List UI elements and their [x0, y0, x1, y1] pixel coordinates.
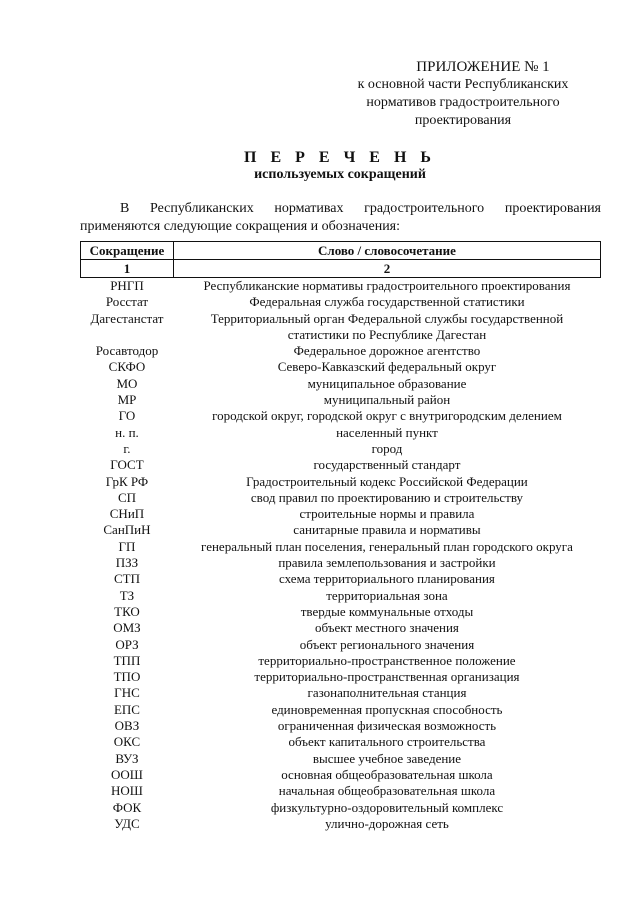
meaning-cell	[173, 653, 600, 669]
table-row	[81, 408, 601, 424]
meaning-cell	[173, 441, 600, 457]
meaning-text: строительные нормы и правила	[299, 506, 475, 522]
meaning-text: Республиканские нормативы градостроительного проектирования	[203, 278, 571, 293]
meaning-cell	[173, 685, 600, 701]
meaning-text: улично-дорожная сеть	[325, 815, 449, 831]
abbreviation-cell: ВУЗ	[115, 750, 139, 766]
meaning-text: муниципальный район	[323, 392, 451, 408]
meaning-cell	[173, 588, 600, 604]
meaning-text: основная общеобразовательная школа	[281, 766, 493, 782]
meaning-text: санитарные правила и нормативы	[293, 522, 481, 538]
meaning-text: государственный стандарт	[313, 457, 461, 473]
table-row	[81, 588, 601, 604]
table-row	[81, 718, 601, 734]
abbreviation-cell: ОРЗ	[115, 636, 139, 652]
abbreviation-cell: ПЗЗ	[115, 555, 139, 571]
meaning-cell	[173, 718, 600, 734]
table-row	[81, 637, 601, 653]
table-row	[81, 685, 601, 701]
appendix-line-1: к основной части Республиканских	[357, 77, 569, 92]
column-number-2: 2	[173, 260, 600, 278]
table-row	[81, 311, 601, 344]
abbreviations-table	[80, 241, 601, 832]
abbreviation-cell: Росавтодор	[95, 343, 159, 359]
meaning-cell	[173, 311, 600, 344]
meaning-text: правила землепользования и застройки	[278, 555, 496, 571]
abbreviation-cell: ЕПС	[113, 701, 140, 717]
column-number-1: 1	[81, 260, 174, 278]
meaning-text: свод правил по проектированию и строительству	[250, 489, 524, 505]
table-row	[81, 278, 601, 295]
meaning-cell	[173, 604, 600, 620]
abbreviation-cell: УДС	[114, 815, 140, 831]
meaning-text: физкультурно-оздоровительный комплекс	[270, 799, 504, 815]
table-row	[81, 800, 601, 816]
table-number-row	[81, 260, 601, 278]
column-header-abbreviation: Сокращение	[81, 242, 174, 260]
table-row	[81, 506, 601, 522]
table-body	[81, 278, 601, 833]
abbreviation-cell: ТЗ	[119, 587, 135, 603]
table-row	[81, 571, 601, 587]
meaning-text-continued: статистики по Республике Дагестан	[287, 326, 487, 342]
meaning-cell	[173, 506, 600, 522]
meaning-cell	[173, 620, 600, 636]
meaning-cell	[173, 555, 600, 571]
meaning-text: генеральный план поселения, генеральный план городского округа	[201, 538, 573, 554]
table-row	[81, 490, 601, 506]
appendix-title: ПРИЛОЖЕНИЕ № 1	[416, 59, 550, 75]
meaning-cell	[173, 343, 600, 359]
document-title: П Е Р Е Ч Е Н Ь	[244, 149, 436, 166]
intro-line-1: В Республиканских нормативах градостроительного проектирования	[120, 201, 601, 216]
table-row	[81, 751, 601, 767]
column-header-meaning: Слово / словосочетание	[173, 242, 600, 260]
meaning-text: Северо-Кавказский федеральный округ	[277, 359, 497, 375]
meaning-cell	[173, 669, 600, 685]
table-row	[81, 294, 601, 310]
table-row	[81, 734, 601, 750]
abbreviation-cell: Дагестанстат	[90, 310, 164, 326]
table-row	[81, 767, 601, 783]
meaning-cell	[173, 425, 600, 441]
meaning-cell	[173, 800, 600, 816]
meaning-cell	[173, 783, 600, 799]
meaning-cell	[173, 474, 600, 490]
abbreviation-cell: СанПиН	[103, 522, 151, 538]
meaning-cell	[173, 490, 600, 506]
table-row	[81, 376, 601, 392]
abbreviation-cell: ТПП	[113, 652, 141, 668]
appendix-line-3: проектирования	[414, 113, 512, 128]
table-row	[81, 816, 601, 832]
abbreviation-cell: ОКС	[113, 734, 141, 750]
meaning-text: объект капитального строительства	[288, 734, 486, 750]
meaning-cell	[173, 571, 600, 587]
table-row	[81, 425, 601, 441]
table-row	[81, 555, 601, 571]
meaning-text: территориальная зона	[326, 587, 448, 603]
meaning-text: Федеральная служба государственной статистики	[249, 294, 525, 310]
meaning-text: газонаполнительная станция	[307, 685, 467, 701]
meaning-cell	[173, 359, 600, 375]
table-row	[81, 359, 601, 375]
meaning-text: объект местного значения	[315, 620, 459, 636]
table-row	[81, 392, 601, 408]
table-row	[81, 620, 601, 636]
abbreviation-cell: РНГП	[110, 278, 144, 293]
abbreviation-cell: ГО	[118, 408, 136, 424]
document-subtitle: используемых сокращений	[254, 167, 426, 182]
meaning-cell	[173, 457, 600, 473]
abbreviation-cell: г.	[123, 440, 131, 456]
table-row	[81, 604, 601, 620]
abbreviation-cell: Росстат	[105, 294, 149, 310]
table-header-row	[81, 242, 601, 260]
meaning-text: объект регионального значения	[299, 636, 475, 652]
meaning-cell	[173, 702, 600, 718]
table-row	[81, 702, 601, 718]
abbreviation-cell: ГНС	[114, 685, 140, 701]
abbreviation-cell: ОВЗ	[114, 718, 140, 734]
meaning-cell	[173, 816, 600, 832]
meaning-cell	[173, 294, 600, 310]
meaning-text: Градостроительный кодекс Российской Федерации	[246, 473, 528, 489]
meaning-cell	[173, 522, 600, 538]
table-row	[81, 539, 601, 555]
abbreviation-cell: НОШ	[111, 783, 143, 799]
table-row	[81, 343, 601, 359]
meaning-text: территориально-пространственное положение	[258, 652, 516, 668]
abbreviation-cell: ООШ	[111, 766, 143, 782]
meaning-text: городской округ, городской округ с внутригородским делением	[212, 408, 562, 424]
meaning-text: муниципальное образование	[307, 375, 467, 391]
abbreviation-cell: н. п.	[115, 424, 139, 440]
appendix-block	[338, 58, 588, 130]
meaning-cell	[173, 376, 600, 392]
meaning-text: Территориальный орган Федеральной службы государственной	[210, 310, 564, 326]
meaning-text: начальная общеобразовательная школа	[278, 783, 496, 799]
abbreviation-cell: ГОСТ	[110, 457, 144, 473]
meaning-cell	[173, 751, 600, 767]
abbreviation-cell: ТПО	[113, 669, 141, 685]
abbreviation-cell: МО	[116, 375, 138, 391]
abbreviation-cell: СКФО	[108, 359, 146, 375]
abbreviation-cell: СП	[117, 489, 136, 505]
meaning-text: высшее учебное заведение	[312, 750, 462, 766]
table-row	[81, 783, 601, 799]
abbreviation-cell: ОМЗ	[113, 620, 141, 636]
table-row	[81, 669, 601, 685]
meaning-text: твердые коммунальные отходы	[300, 603, 474, 619]
abbreviation-cell: ГП	[118, 538, 136, 554]
meaning-cell	[173, 637, 600, 653]
abbreviation-cell: СТП	[113, 571, 140, 587]
table-row	[81, 474, 601, 490]
meaning-text: схема территориального планирования	[279, 571, 495, 587]
meaning-text: территориально-пространственная организация	[254, 669, 520, 685]
abbreviation-cell: ГрК РФ	[105, 473, 149, 489]
meaning-text: Федеральное дорожное агентство	[293, 343, 481, 359]
meaning-text: город	[371, 440, 403, 456]
table-row	[81, 653, 601, 669]
abbreviation-cell: СНиП	[109, 506, 145, 522]
abbreviation-cell: ФОК	[112, 799, 142, 815]
meaning-cell	[173, 539, 600, 555]
meaning-text: населенный пункт	[336, 424, 438, 440]
intro-line-2: применяются следующие сокращения и обозначения:	[80, 219, 401, 234]
appendix-line-2: нормативов градостроительного	[366, 95, 560, 110]
meaning-text: ограниченная физическая возможность	[277, 718, 497, 734]
table-row	[81, 522, 601, 538]
meaning-cell	[173, 767, 600, 783]
meaning-cell	[173, 408, 600, 424]
table-row	[81, 457, 601, 473]
meaning-cell	[173, 278, 600, 295]
abbreviation-cell: МР	[117, 392, 137, 408]
abbreviation-cell: ТКО	[114, 603, 140, 619]
meaning-text: единовременная пропускная способность	[271, 701, 503, 717]
meaning-cell	[173, 392, 600, 408]
meaning-cell	[173, 734, 600, 750]
table-row	[81, 441, 601, 457]
intro-paragraph-line-1	[80, 200, 601, 218]
